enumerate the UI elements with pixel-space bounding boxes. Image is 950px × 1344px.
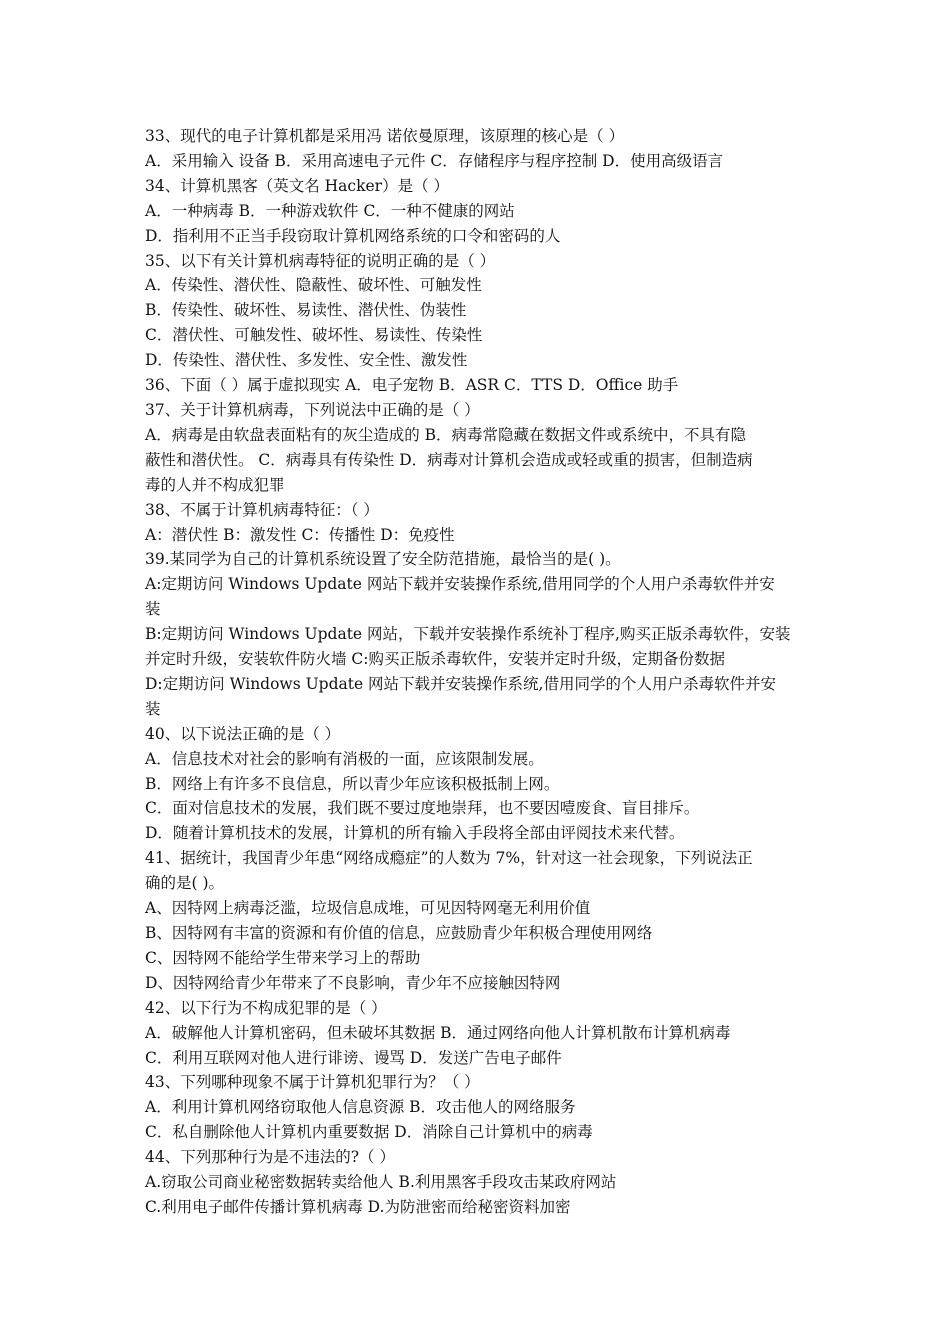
question-35: 35、以下有关计算机病毒特征的说明正确的是（ ） — [145, 251, 496, 270]
question-35-option-b: B．传染性、破坏性、易读性、潜伏性、伪装性 — [145, 301, 467, 320]
question-39-option-a-line-1: A:定期访问 Windows Update 网站下载并安装操作系统,借用同学的个人用户杀毒软件并安 — [145, 575, 775, 594]
question-41-option-c: C、因特网不能给学生带来学习上的帮助 — [145, 948, 421, 967]
question-35-option-c: C．潜伏性、可触发性、破坏性、易读性、传染性 — [145, 326, 483, 345]
question-39-option-d-line-2: 装 — [145, 699, 161, 718]
question-40-option-b: B．网络上有许多不良信息，所以青少年应该积极抵制上网。 — [145, 774, 560, 793]
question-44-options-c-d: C.利用电子邮件传播计算机病毒 D.为防泄密而给秘密资料加密 — [145, 1197, 571, 1216]
question-37-options-line-3: 毒的人并不构成犯罪 — [145, 475, 285, 494]
question-41-option-a: A、因特网上病毒泛滥，垃圾信息成堆，可见因特网毫无利用价值 — [145, 899, 591, 918]
question-34: 34、计算机黑客（英文名 Hacker）是（ ） — [145, 176, 449, 195]
question-44-options-a-b: A.窃取公司商业秘密数据转卖给他人 B.利用黑客手段攻击某政府网站 — [145, 1173, 617, 1192]
question-40: 40、以下说法正确的是（ ） — [145, 724, 341, 743]
question-40-option-c: C．面对信息技术的发展，我们既不要过度地崇拜，也不要因噎废食、盲目排斥。 — [145, 799, 700, 818]
question-41-line-2: 确的是( )。 — [145, 874, 225, 893]
question-42-options-c-d: C．利用互联网对他人进行诽谤、谩骂 D．发送广告电子邮件 — [145, 1048, 562, 1067]
question-39-option-d-line-1: D:定期访问 Windows Update 网站下载并安装操作系统,借用同学的个人用户杀毒软件并安 — [145, 674, 776, 693]
question-34-option-d: D．指利用不正当手段窃取计算机网络系统的口令和密码的人 — [145, 226, 561, 245]
question-39-option-b-line-2: 并定时升级，安装软件防火墙 C:购买正版杀毒软件，安装并定时升级，定期备份数据 — [145, 650, 726, 669]
question-42: 42、以下行为不构成犯罪的是（ ） — [145, 998, 387, 1017]
question-36: 36、下面（ ）属于虚拟现实 A．电子宠物 B．ASR C．TTS D．Office 助手 — [145, 376, 679, 395]
question-43-options-c-d: C．私自删除他人计算机内重要数据 D．消除自己计算机中的病毒 — [145, 1123, 593, 1142]
question-35-option-d: D．传染性、潜伏性、多发性、安全性、激发性 — [145, 351, 468, 370]
question-33: 33、现代的电子计算机都是采用冯 诺依曼原理，该原理的核心是（ ） — [145, 127, 625, 145]
question-37-options-line-1: A．病毒是由软盘表面粘有的灰尘造成的 B．病毒常隐藏在数据文件或系统中，不具有隐 — [145, 425, 747, 444]
question-43: 43、下列哪种现象不属于计算机犯罪行为？（ ） — [145, 1073, 480, 1092]
question-42-options-a-b: A．破解他人计算机密码，但未破坏其数据 B．通过网络向他人计算机散布计算机病毒 — [145, 1023, 731, 1042]
question-39-option-b-line-1: B:定期访问 Windows Update 网站，下载并安装操作系统补丁程序,购买正版杀毒软件，安装 — [145, 625, 791, 644]
question-38-options: A：潜伏性 B：激发性 C：传播性 D：免疫性 — [145, 525, 455, 544]
question-39-option-a-line-2: 装 — [145, 600, 161, 619]
question-33-options: A．采用输入 设备 B．采用高速电子元件 C．存储程序与程序控制 D．使用高级语言 — [145, 151, 724, 170]
question-41-option-b: B、因特网有丰富的资源和有价值的信息，应鼓励青少年积极合理使用网络 — [145, 924, 653, 942]
question-34-options-a-c: A．一种病毒 B．一种游戏软件 C．一种不健康的网站 — [145, 201, 515, 220]
question-40-option-a: A．信息技术对社会的影响有消极的一面，应该限制发展。 — [145, 749, 544, 768]
question-37-options-line-2: 蔽性和潜伏性。 C．病毒具有传染性 D．病毒对计算机会造成或轻或重的损害，但制造病 — [145, 450, 753, 469]
question-40-option-d: D．随着计算机技术的发展，计算机的所有输入手段将全部由评阅技术来代替。 — [145, 824, 685, 843]
document-page — [145, 124, 810, 1220]
question-37: 37、关于计算机病毒，下列说法中正确的是（ ） — [145, 400, 480, 419]
question-41-line-1: 41、据统计，我国青少年患“网络成瘾症”的人数为 7%，针对这一社会现象，下列说法正 — [145, 849, 753, 868]
question-41-option-d: D、因特网给青少年带来了不良影响，青少年不应接触因特网 — [145, 973, 561, 992]
question-43-options-a-b: A．利用计算机网络窃取他人信息资源 B．攻击他人的网络服务 — [145, 1098, 576, 1117]
question-39: 39.某同学为自己的计算机系统设置了安全防范措施，最恰当的是( )。 — [145, 550, 621, 569]
question-35-option-a: A．传染性、潜伏性、隐蔽性、破坏性、可触发性 — [145, 276, 482, 295]
question-38: 38、不属于计算机病毒特征：（ ） — [145, 500, 379, 519]
question-44: 44、下列那种行为是不违法的?（ ） — [145, 1148, 395, 1167]
